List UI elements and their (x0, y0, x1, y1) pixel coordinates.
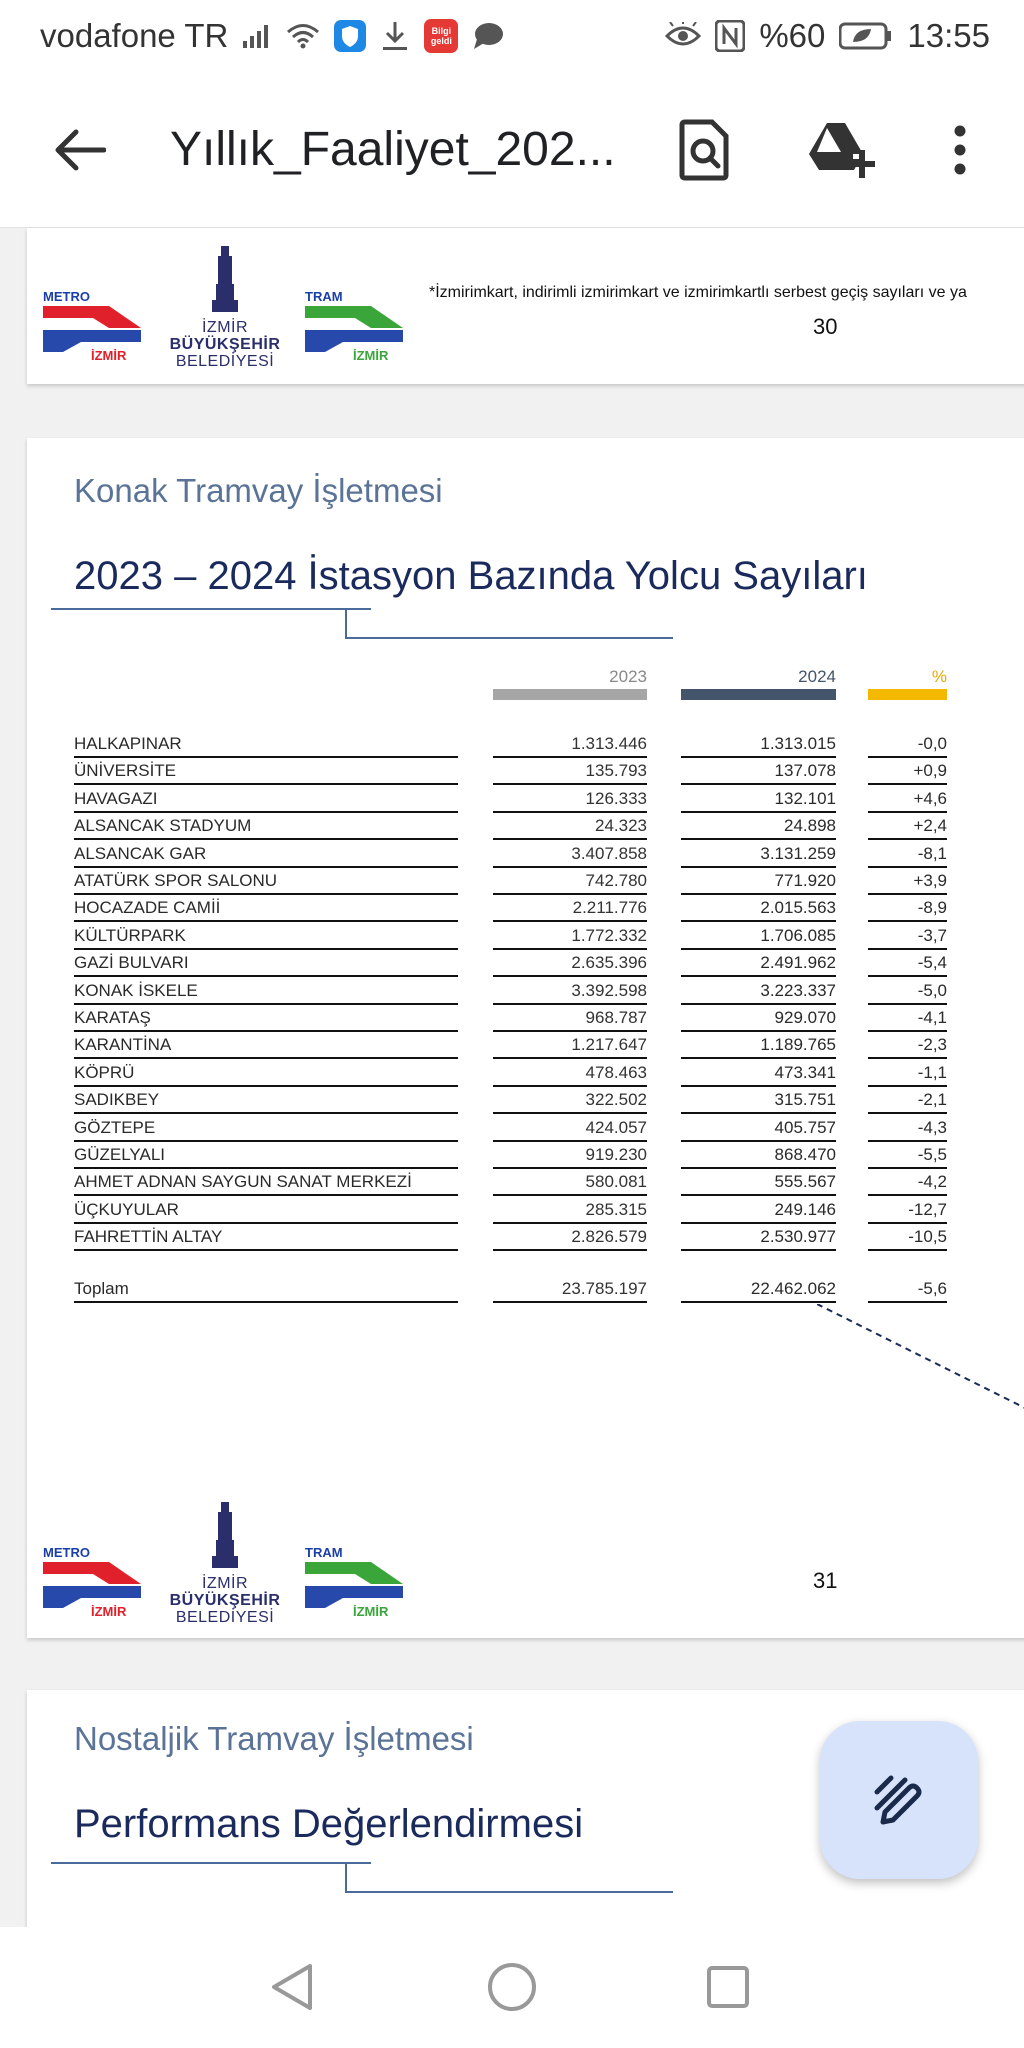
table-row (74, 978, 974, 1005)
table-row (74, 1115, 974, 1142)
system-nav-bar (0, 1927, 1024, 2048)
total-2023: 23.785.197 (493, 1276, 647, 1303)
tram-izmir-logo (305, 290, 405, 362)
ibb-logo-line3: BELEDİYESİ (175, 1609, 275, 1626)
value-2024: 1.189.765 (681, 1032, 836, 1059)
value-2024: 249.146 (681, 1197, 836, 1224)
add-to-drive-button[interactable] (800, 110, 880, 190)
svg-text:İZMİR: İZMİR (91, 1604, 127, 1618)
station-name: KÜLTÜRPARK (74, 923, 458, 950)
column-header-pct: % (931, 667, 947, 686)
station-name: KARANTİNA (74, 1032, 458, 1059)
value-2023: 135.793 (493, 758, 647, 785)
station-name: HAVAGAZI (74, 786, 458, 813)
wifi-icon (286, 22, 320, 50)
table-row (74, 786, 974, 813)
station-name: FAHRETTİN ALTAY (74, 1224, 458, 1251)
value-pct: -8,9 (868, 895, 947, 922)
carrier-label: vodafone TR (40, 17, 229, 54)
column-bar-2024 (681, 689, 836, 700)
clock: 13:55 (907, 17, 990, 54)
page-number: 31 (813, 1568, 838, 1593)
value-pct: -4,3 (868, 1115, 947, 1142)
title-rule-step (345, 608, 347, 638)
nav-back-button[interactable] (262, 1957, 322, 2017)
station-name: ÜNİVERSİTE (74, 758, 458, 785)
value-2024: 929.070 (681, 1005, 836, 1032)
total-2024: 22.462.062 (681, 1276, 836, 1303)
value-pct: +4,6 (868, 786, 947, 813)
svg-text:METRO: METRO (43, 1546, 90, 1560)
station-name: ALSANCAK GAR (74, 841, 458, 868)
station-name: AHMET ADNAN SAYGUN SANAT MERKEZİ (74, 1169, 458, 1196)
back-button[interactable] (40, 110, 120, 190)
app-bar (0, 72, 1024, 228)
column-header-2023: 2023 (609, 667, 647, 686)
value-2024: 771.920 (681, 868, 836, 895)
value-2024: 315.751 (681, 1087, 836, 1114)
value-pct: -4,2 (868, 1169, 947, 1196)
column-header-2024: 2024 (798, 667, 836, 686)
table-row (74, 731, 974, 758)
signal-icon (242, 23, 272, 49)
station-name: KARATAŞ (74, 1005, 458, 1032)
notification-app-icon: Bilgi geldi (424, 19, 458, 53)
table-row (74, 923, 974, 950)
value-pct: -5,4 (868, 950, 947, 977)
value-pct: +3,9 (868, 868, 947, 895)
table-row (74, 1060, 974, 1087)
svg-text:TRAM: TRAM (305, 1546, 343, 1560)
station-name: HALKAPINAR (74, 731, 458, 758)
total-label: Toplam (74, 1276, 458, 1303)
station-name: GÜZELYALI (74, 1142, 458, 1169)
value-2024: 473.341 (681, 1060, 836, 1087)
section-subtitle: Konak Tramvay İşletmesi (74, 472, 443, 509)
value-2024: 2.491.962 (681, 950, 836, 977)
table-row (74, 1032, 974, 1059)
nav-home-button[interactable] (482, 1957, 542, 2017)
station-name: GAZİ BULVARI (74, 950, 458, 977)
value-2024: 137.078 (681, 758, 836, 785)
ibb-logo-line2: BÜYÜKŞEHİR (169, 336, 281, 353)
table-row (74, 895, 974, 922)
value-pct: -8,1 (868, 841, 947, 868)
svg-text:İZMİR: İZMİR (353, 348, 389, 362)
more-vert-icon (954, 125, 966, 175)
station-name: GÖZTEPE (74, 1115, 458, 1142)
tram-izmir-logo (305, 1546, 405, 1618)
table-row (74, 1197, 974, 1224)
value-2023: 968.787 (493, 1005, 647, 1032)
value-pct: -2,3 (868, 1032, 947, 1059)
eye-icon (665, 22, 701, 50)
value-2024: 1.313.015 (681, 731, 836, 758)
shield-app-icon (334, 20, 366, 52)
column-bar-pct (868, 689, 947, 700)
value-2024: 24.898 (681, 813, 836, 840)
drive-add-icon (805, 120, 875, 180)
value-pct: -1,1 (868, 1060, 947, 1087)
more-options-button[interactable] (920, 110, 1000, 190)
svg-text:İZMİR: İZMİR (353, 1604, 389, 1618)
title-rule-right (345, 637, 673, 639)
nav-recents-button[interactable] (698, 1957, 758, 2017)
value-pct: -10,5 (868, 1224, 947, 1251)
svg-text:METRO: METRO (43, 290, 90, 304)
izmir-metropolitan-logo (165, 1500, 285, 1630)
station-name: ALSANCAK STADYUM (74, 813, 458, 840)
chat-bubble-icon (472, 21, 504, 51)
value-2023: 322.502 (493, 1087, 647, 1114)
station-name: KÖPRÜ (74, 1060, 458, 1087)
station-name: SADIKBEY (74, 1087, 458, 1114)
value-2023: 285.315 (493, 1197, 647, 1224)
value-2024: 3.131.259 (681, 841, 836, 868)
value-pct: -5,0 (868, 978, 947, 1005)
table-row (74, 758, 974, 785)
section-subtitle: Nostaljik Tramvay İşletmesi (74, 1720, 474, 1757)
value-2024: 2.015.563 (681, 895, 836, 922)
table-row (74, 1169, 974, 1196)
column-bar-2023 (493, 689, 647, 700)
clock-tower-icon (210, 244, 240, 314)
status-bar (0, 0, 1024, 72)
value-2023: 1.772.332 (493, 923, 647, 950)
clock-tower-icon (210, 1500, 240, 1570)
title-rule-left (51, 1862, 371, 1864)
value-2024: 2.530.977 (681, 1224, 836, 1251)
value-pct: -3,7 (868, 923, 947, 950)
value-2023: 2.211.776 (493, 895, 647, 922)
annotate-fab-button[interactable] (820, 1721, 978, 1879)
ibb-logo-line2: BÜYÜKŞEHİR (169, 1592, 281, 1609)
value-2023: 919.230 (493, 1142, 647, 1169)
table-row (74, 1005, 974, 1032)
title-rule-left (51, 608, 371, 610)
value-2023: 126.333 (493, 786, 647, 813)
section-title: Performans Değerlendirmesi (74, 1802, 584, 1846)
table-row (74, 868, 974, 895)
metro-izmir-logo (43, 1546, 143, 1618)
page-number: 30 (813, 314, 838, 339)
metro-izmir-logo (43, 290, 143, 362)
value-2023: 2.635.396 (493, 950, 647, 977)
svg-text:İZMİR: İZMİR (91, 348, 127, 362)
value-pct: +0,9 (868, 758, 947, 785)
title-rule-right (345, 1891, 673, 1893)
document-page-31 (27, 438, 1024, 1638)
table-row (74, 1224, 974, 1251)
value-2023: 580.081 (493, 1169, 647, 1196)
value-2024: 555.567 (681, 1169, 836, 1196)
arrow-back-icon (54, 128, 106, 172)
svg-text:TRAM: TRAM (305, 290, 343, 304)
ibb-logo-line1: İZMİR (201, 1575, 249, 1592)
value-pct: +2,4 (868, 813, 947, 840)
station-name: HOCAZADE CAMİİ (74, 895, 458, 922)
value-2023: 1.313.446 (493, 731, 647, 758)
value-2024: 3.223.337 (681, 978, 836, 1005)
dashed-connector-line (817, 1304, 1024, 1414)
document-search-icon (678, 119, 730, 181)
value-2024: 405.757 (681, 1115, 836, 1142)
square-recents-icon (706, 1965, 750, 2009)
value-2023: 24.323 (493, 813, 647, 840)
value-2024: 1.706.085 (681, 923, 836, 950)
value-2023: 424.057 (493, 1115, 647, 1142)
table-row (74, 813, 974, 840)
value-2023: 1.217.647 (493, 1032, 647, 1059)
document-title: Yıllık_Faaliyet_202... (170, 123, 616, 176)
document-page-30 (27, 228, 1024, 384)
total-pct: -5,6 (868, 1276, 947, 1303)
station-name: ÜÇKUYULAR (74, 1197, 458, 1224)
value-2023: 742.780 (493, 868, 647, 895)
title-rule-step (345, 1862, 347, 1892)
value-pct: -5,5 (868, 1142, 947, 1169)
ibb-logo-line1: İZMİR (201, 319, 249, 336)
value-2023: 2.826.579 (493, 1224, 647, 1251)
search-in-document-button[interactable] (664, 110, 744, 190)
nfc-icon (715, 20, 745, 52)
table-row (74, 841, 974, 868)
value-pct: -4,1 (868, 1005, 947, 1032)
value-2023: 478.463 (493, 1060, 647, 1087)
battery-saver-icon (839, 22, 893, 50)
value-pct: -0,0 (868, 731, 947, 758)
ibb-logo-line3: BELEDİYESİ (175, 353, 275, 370)
footnote: *İzmirimkart, indirimli izmirimkart ve izmirimkartlı serbest geçiş sayıları ve ya (429, 284, 967, 301)
value-2023: 3.392.598 (493, 978, 647, 1005)
battery-percent: %60 (759, 17, 826, 54)
circle-home-icon (487, 1962, 537, 2012)
value-2024: 868.470 (681, 1142, 836, 1169)
download-icon (380, 20, 410, 52)
izmir-metropolitan-logo (165, 244, 285, 374)
triangle-back-icon (270, 1963, 314, 2011)
table-total-row (74, 1276, 974, 1303)
value-pct: -12,7 (868, 1197, 947, 1224)
value-2024: 132.101 (681, 786, 836, 813)
value-2023: 3.407.858 (493, 841, 647, 868)
station-name: KONAK İSKELE (74, 978, 458, 1005)
annotate-pen-icon (871, 1772, 927, 1828)
table-row (74, 1142, 974, 1169)
station-name: ATATÜRK SPOR SALONU (74, 868, 458, 895)
table-row (74, 1087, 974, 1114)
section-title: 2023 – 2024 İstasyon Bazında Yolcu Sayıları (74, 554, 868, 598)
table-row (74, 950, 974, 977)
value-pct: -2,1 (868, 1087, 947, 1114)
